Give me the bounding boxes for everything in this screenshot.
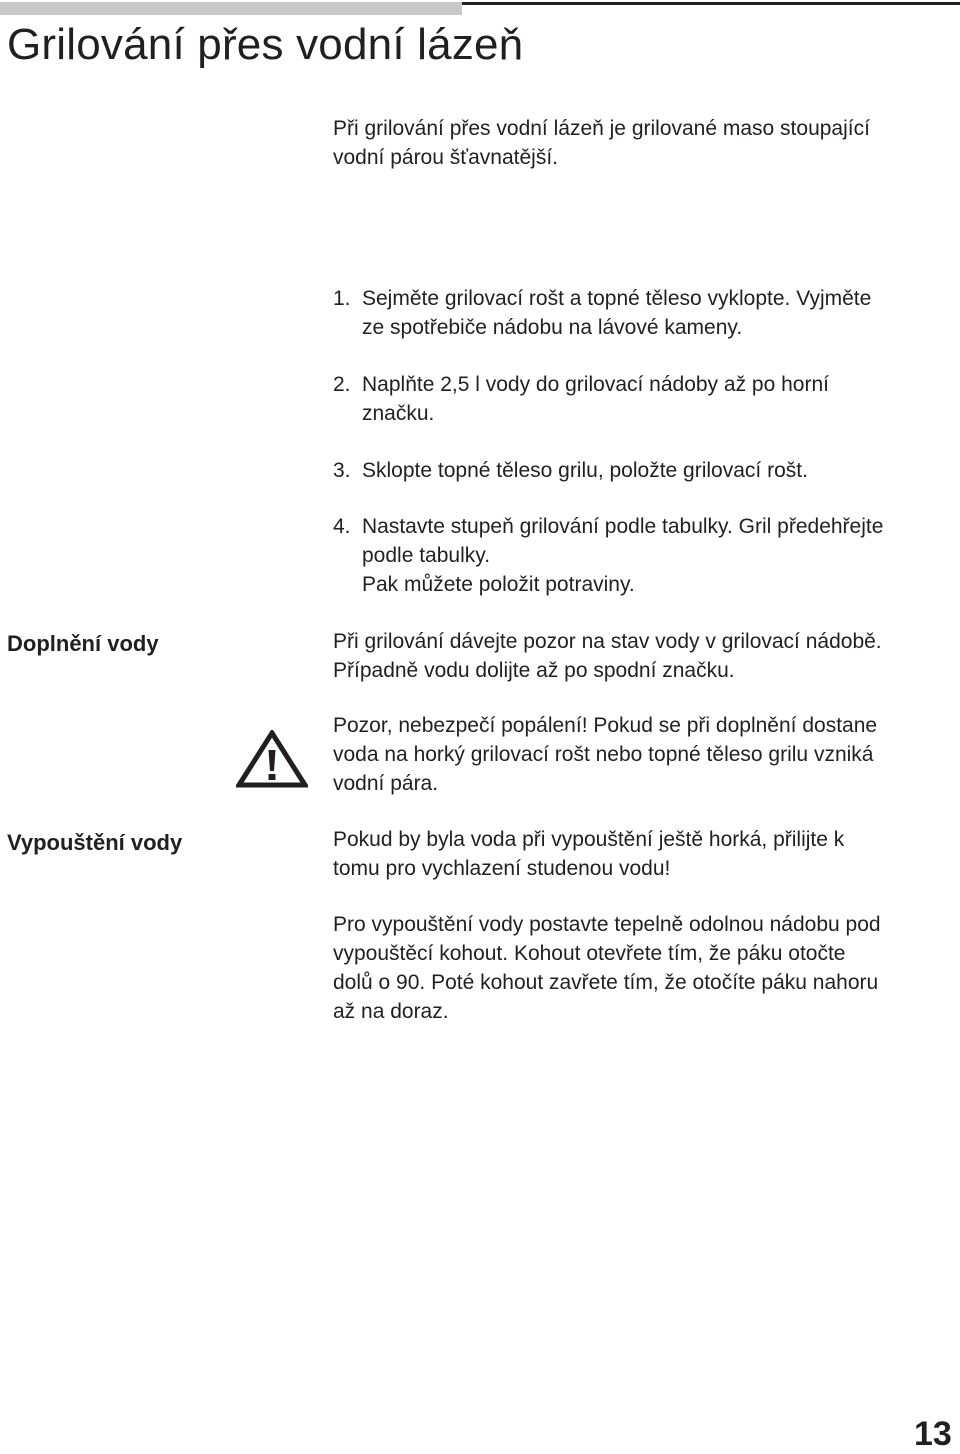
drain-line: tomu pro vychlazení studenou vodu! <box>333 857 671 880</box>
page-number: 13 <box>914 1415 952 1453</box>
warning-line: voda na horký grilovací rošt nebo topné těleso grilu vzniká <box>333 743 874 766</box>
step-text: Nastavte stupeň grilování podle tabulky. Gril předehřejte <box>362 515 884 538</box>
step-text: značku. <box>362 402 435 425</box>
step-text: Sklopte topné těleso grilu, položte grilovací rošt. <box>362 459 808 482</box>
drain-line: Pokud by byla voda při vypouštění ještě horká, přilijte k <box>333 828 845 851</box>
step-item <box>333 512 883 599</box>
warning-line: Pozor, nebezpečí popálení! Pokud se při doplnění dostane <box>333 714 878 737</box>
step-text: Sejměte grilovací rošt a topné těleso vyklopte. Vyjměte <box>362 287 872 310</box>
drain-line: Pro vypouštění vody postavte tepelně odolnou nádobu pod <box>333 913 881 936</box>
refill-line: Při grilování dávejte pozor na stav vody v grilovací nádobě. <box>333 630 882 653</box>
refill-paragraph <box>333 627 882 685</box>
step-text: Naplňte 2,5 l vody do grilovací nádoby až po horní <box>362 373 829 396</box>
step-item <box>333 284 871 342</box>
refill-line: Případně vodu dolijte až po spodní značku. <box>333 659 735 682</box>
warning-triangle-icon <box>236 730 308 788</box>
step-item <box>333 370 829 428</box>
section-heading-drain: Vypouštění vody <box>7 830 183 855</box>
page-title: Grilování přes vodní lázeň <box>7 20 524 69</box>
drain-paragraph <box>333 825 844 883</box>
step-number: 3. <box>333 459 351 482</box>
drain-line: dolů o 90. Poté kohout zavřete tím, že otočíte páku nahoru <box>333 971 879 994</box>
drain-line: až na doraz. <box>333 1000 449 1023</box>
intro-line: Při grilování přes vodní lázeň je grilované maso stoupající <box>333 117 870 140</box>
step-text: podle tabulky. <box>362 544 491 567</box>
intro-paragraph <box>333 114 870 172</box>
warning-line: vodní pára. <box>333 772 439 795</box>
step-number: 2. <box>333 373 351 396</box>
step-number: 4. <box>333 515 351 538</box>
step-number: 1. <box>333 287 351 310</box>
warning-paragraph <box>333 711 877 798</box>
section-heading-refill: Doplnění vody <box>7 631 159 656</box>
step-item <box>333 456 808 485</box>
drain-instructions <box>333 910 881 1026</box>
header-rule <box>462 2 960 5</box>
step-text: ze spotřebiče nádobu na lávové kameny. <box>362 316 743 339</box>
header-gray-bar <box>0 2 462 15</box>
step-text: Pak můžete položit potraviny. <box>362 573 635 596</box>
intro-line: vodní párou šťavnatější. <box>333 146 559 169</box>
drain-line: vypouštěcí kohout. Kohout otevřete tím, že páku otočte <box>333 942 846 965</box>
